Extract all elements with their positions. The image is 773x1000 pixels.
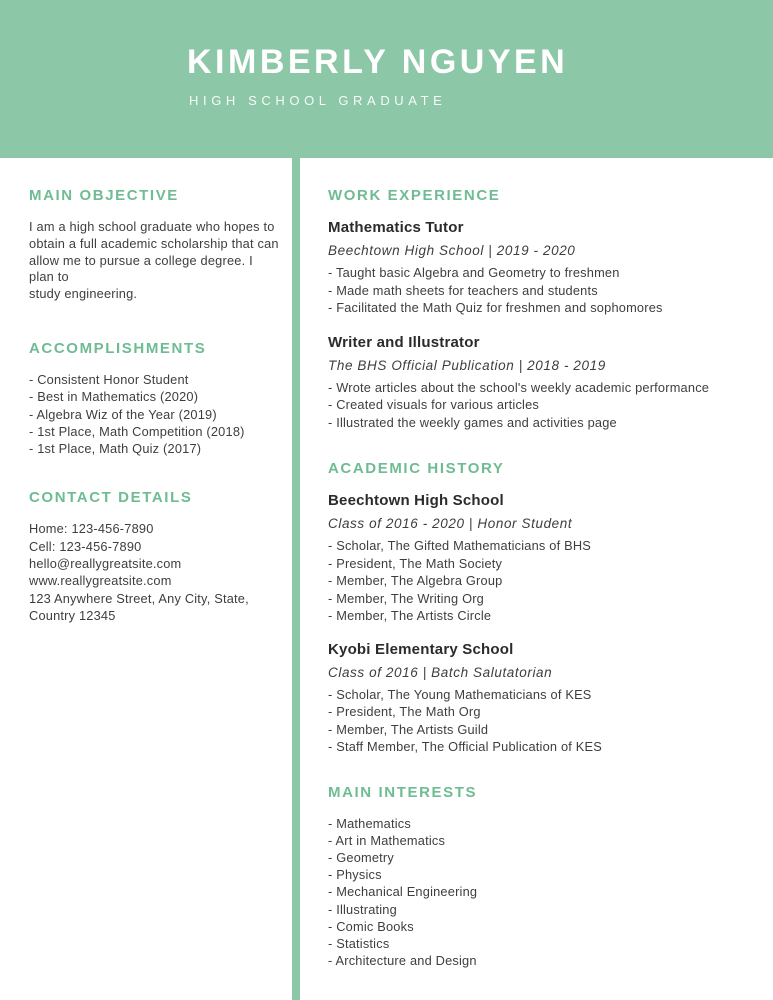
bullet-item: - Taught basic Algebra and Geometry to freshmen [328,265,620,280]
bullet-item: - Made math sheets for teachers and students [328,282,598,298]
objective-line: obtain a full academic scholarship that can [29,235,279,251]
objective-line: allow me to pursue a college degree. I plan to [29,252,253,285]
objective-paragraph [29,219,279,303]
section-heading-academic-history: ACADEMIC HISTORY [328,460,505,477]
bullet-item: - President, The Math Society [328,555,503,571]
column-divider [292,158,300,1000]
interest-item: - Mathematics [328,815,411,831]
job-title: Writer and Illustrator [328,333,480,351]
school-bullets [328,537,768,625]
list-item: - Best in Mathematics (2020) [29,389,199,405]
contact-website: www.reallygreatsite.com [29,573,172,589]
bullet-item: - Staff Member, The Official Publication of KES [328,739,602,754]
interest-item: - Architecture and Design [328,953,477,969]
objective-line: study engineering. [29,286,138,302]
bullet-item: - Facilitated the Math Quiz for freshmen and sophomores [328,300,663,315]
list-item: - 1st Place, Math Quiz (2017) [29,441,202,457]
contact-home-phone: Home: 123-456-7890 [29,521,154,537]
bullet-item: - Illustrated the weekly games and activities page [328,414,617,430]
contact-address-line: Country 12345 [29,607,116,623]
section-heading-main-objective: MAIN OBJECTIVE [29,187,179,204]
bullet-item: - Member, The Algebra Group [328,573,503,588]
interest-item: - Illustrating [328,901,397,917]
section-heading-contact-details: CONTACT DETAILS [29,489,193,507]
contact-address-line: 123 Anywhere Street, Any City, State, [29,590,249,606]
bullet-item: - Scholar, The Gifted Mathematicians of BHS [328,538,591,553]
interest-item: - Mechanical Engineering [328,884,478,900]
section-heading-work-experience: WORK EXPERIENCE [328,187,501,204]
school-meta: Class of 2016 | Batch Salutatorian [328,664,553,680]
school-title: Beechtown High School [328,492,504,509]
bullet-item: - Member, The Writing Org [328,590,485,606]
job-title: Mathematics Tutor [328,219,464,236]
interest-item: - Art in Mathematics [328,832,446,848]
job-meta: The BHS Official Publication | 2018 - 2019 [328,357,606,373]
bullet-item: - Created visuals for various articles [328,397,540,412]
bullet-item: - Member, The Artists Guild [328,721,489,737]
contact-list [29,520,279,624]
job-meta: Beechtown High School | 2019 - 2020 [328,243,576,258]
accomplishments-list [29,371,279,457]
right-column [328,158,768,969]
header [0,0,773,158]
candidate-subtitle: HIGH SCHOOL GRADUATE [189,93,447,108]
school-title: Kyobi Elementary School [328,640,514,658]
school-bullets [328,686,768,756]
bullet-item: - Scholar, The Young Mathematicians of KES [328,686,592,702]
interests-list [328,815,768,970]
contact-cell-phone: Cell: 123-456-7890 [29,538,142,554]
section-heading-accomplishments: ACCOMPLISHMENTS [29,339,207,357]
job-bullets [328,264,768,317]
job-bullets [328,379,768,432]
bullet-item: - Member, The Artists Circle [328,608,492,623]
school-meta: Class of 2016 - 2020 | Honor Student [328,516,573,531]
interest-item: - Statistics [328,935,390,951]
list-item: - Algebra Wiz of the Year (2019) [29,406,217,422]
interest-item: - Geometry [328,849,394,865]
left-column [29,158,279,624]
interest-item: - Physics [328,867,382,883]
candidate-name: KIMBERLY NGUYEN [187,43,569,81]
list-item: - 1st Place, Math Competition (2018) [29,423,245,439]
contact-email: hello@reallygreatsite.com [29,556,182,572]
objective-line: I am a high school graduate who hopes to [29,219,275,234]
bullet-item: - Wrote articles about the school's weekly academic performance [328,379,710,395]
bullet-item: - President, The Math Org [328,704,481,719]
list-item: - Consistent Honor Student [29,371,189,387]
interest-item: - Comic Books [328,918,414,934]
section-heading-main-interests: MAIN INTERESTS [328,783,478,801]
